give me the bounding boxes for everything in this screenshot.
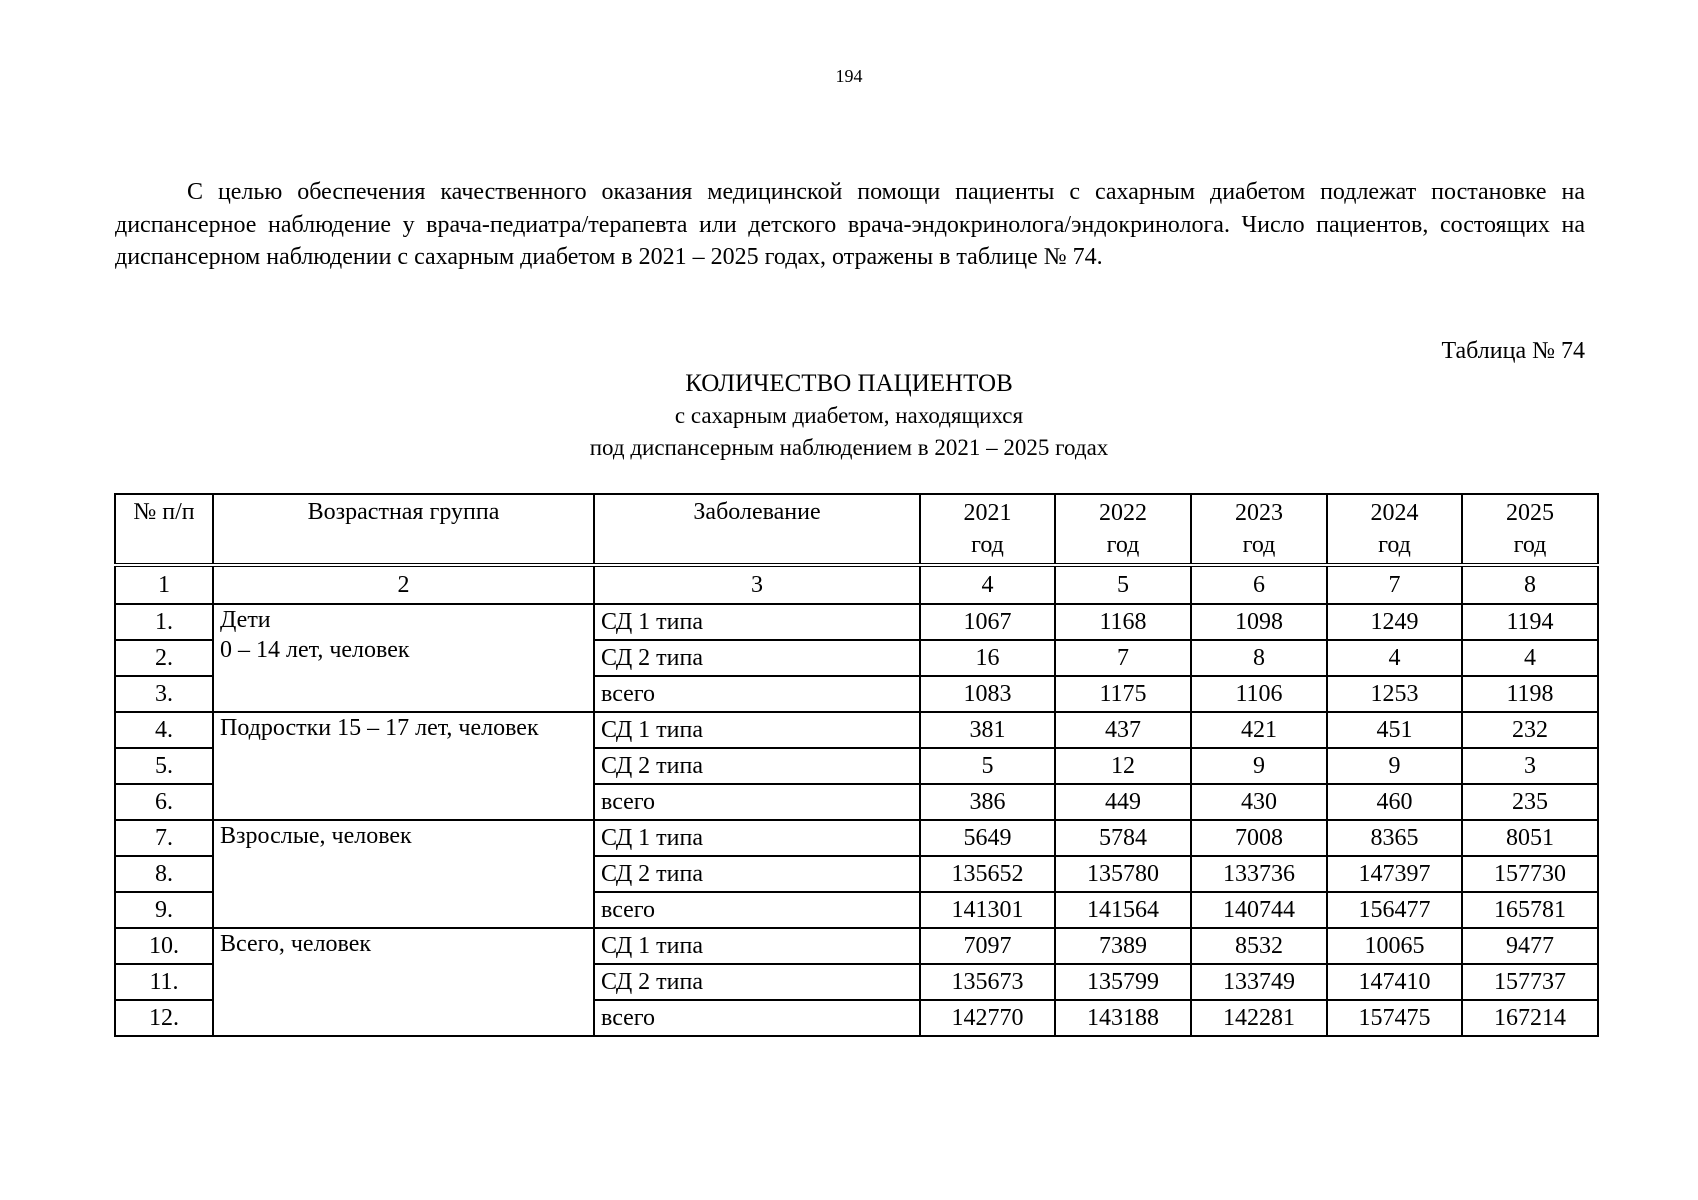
value-cell: 157730 xyxy=(1462,856,1598,892)
value-cell: 5649 xyxy=(920,820,1055,856)
year-label: 2021 xyxy=(963,500,1012,526)
column-index: 4 xyxy=(920,565,1055,604)
row-number: 10. xyxy=(115,928,213,964)
disease-cell: СД 1 типа xyxy=(594,712,920,748)
table-title-line-1: КОЛИЧЕСТВО ПАЦИЕНТОВ xyxy=(685,370,1013,397)
header-year-2021 xyxy=(920,494,1055,565)
value-cell: 7008 xyxy=(1191,820,1327,856)
intro-paragraph: С целью обеспечения качественного оказания медицинской помощи пациенты с сахарным диабетом подлежат постановке на диспансерное наблюдение у врача-педиатра/терапевта или детского врача-эндокринолога/эндокринолога. Число пациентов, состоящих на диспансерном наблюдении с сахарным диабетом в 2021 – 2025 годах, отражены в таблице № 74. xyxy=(115,179,1585,270)
value-cell: 5784 xyxy=(1055,820,1191,856)
value-cell: 142770 xyxy=(920,1000,1055,1036)
row-number: 8. xyxy=(115,856,213,892)
value-cell: 4 xyxy=(1327,640,1462,676)
year-label: 2025 xyxy=(1506,500,1554,526)
age-group-cell: Всего, человек xyxy=(213,928,594,1036)
column-index: 8 xyxy=(1462,565,1598,604)
year-unit: год xyxy=(1106,532,1140,558)
page-number: 194 xyxy=(835,66,863,86)
year-unit: год xyxy=(1378,532,1411,558)
year-unit: год xyxy=(971,532,1004,558)
value-cell: 4 xyxy=(1462,640,1598,676)
table-row xyxy=(115,928,1598,964)
column-index: 2 xyxy=(213,565,594,604)
row-number: 11. xyxy=(115,964,213,1000)
value-cell: 430 xyxy=(1191,784,1327,820)
value-cell: 1175 xyxy=(1055,676,1191,712)
value-cell: 5 xyxy=(920,748,1055,784)
table-title xyxy=(0,368,1698,464)
value-cell: 1083 xyxy=(920,676,1055,712)
header-group: Возрастная группа xyxy=(213,494,594,565)
value-cell: 9 xyxy=(1327,748,1462,784)
column-index: 7 xyxy=(1327,565,1462,604)
value-cell: 143188 xyxy=(1055,1000,1191,1036)
column-index: 1 xyxy=(115,565,213,604)
year-unit: год xyxy=(1513,532,1547,558)
value-cell: 133749 xyxy=(1191,964,1327,1000)
value-cell: 147410 xyxy=(1327,964,1462,1000)
value-cell: 449 xyxy=(1055,784,1191,820)
age-group-cell: Дети 0 – 14 лет, человек xyxy=(213,604,594,712)
disease-cell: всего xyxy=(594,784,920,820)
value-cell: 232 xyxy=(1462,712,1598,748)
disease-cell: СД 2 типа xyxy=(594,856,920,892)
table-row xyxy=(115,604,1598,640)
table-row xyxy=(115,712,1598,748)
value-cell: 167214 xyxy=(1462,1000,1598,1036)
value-cell: 381 xyxy=(920,712,1055,748)
disease-cell: всего xyxy=(594,892,920,928)
row-number: 3. xyxy=(115,676,213,712)
value-cell: 7389 xyxy=(1055,928,1191,964)
value-cell: 133736 xyxy=(1191,856,1327,892)
value-cell: 8365 xyxy=(1327,820,1462,856)
table-title-line-2: с сахарным диабетом, находящихся xyxy=(674,403,1024,428)
value-cell: 135780 xyxy=(1055,856,1191,892)
value-cell: 10065 xyxy=(1327,928,1462,964)
row-number: 2. xyxy=(115,640,213,676)
value-cell: 147397 xyxy=(1327,856,1462,892)
value-cell: 157475 xyxy=(1327,1000,1462,1036)
header-year-2025 xyxy=(1462,494,1598,565)
table-title-line-3: под диспансерным наблюдением в 2021 – 2025 годах xyxy=(589,435,1109,460)
value-cell: 135673 xyxy=(920,964,1055,1000)
value-cell: 142281 xyxy=(1191,1000,1327,1036)
year-unit: год xyxy=(1242,532,1276,558)
value-cell: 8 xyxy=(1191,640,1327,676)
year-label: 2022 xyxy=(1099,500,1147,526)
value-cell: 3 xyxy=(1462,748,1598,784)
value-cell: 9477 xyxy=(1462,928,1598,964)
header-year-2024 xyxy=(1327,494,1462,565)
year-label: 2024 xyxy=(1370,500,1419,526)
age-group-cell: Подростки 15 – 17 лет, человек xyxy=(213,712,594,820)
value-cell: 1249 xyxy=(1327,604,1462,640)
value-cell: 1106 xyxy=(1191,676,1327,712)
value-cell: 157737 xyxy=(1462,964,1598,1000)
value-cell: 9 xyxy=(1191,748,1327,784)
value-cell: 1098 xyxy=(1191,604,1327,640)
disease-cell: СД 1 типа xyxy=(594,820,920,856)
value-cell: 386 xyxy=(920,784,1055,820)
value-cell: 460 xyxy=(1327,784,1462,820)
disease-cell: СД 2 типа xyxy=(594,640,920,676)
header-year-2023 xyxy=(1191,494,1327,565)
value-cell: 1168 xyxy=(1055,604,1191,640)
table-row xyxy=(115,820,1598,856)
column-index: 3 xyxy=(594,565,920,604)
value-cell: 235 xyxy=(1462,784,1598,820)
row-number: 4. xyxy=(115,712,213,748)
value-cell: 1253 xyxy=(1327,676,1462,712)
value-cell: 1194 xyxy=(1462,604,1598,640)
value-cell: 8051 xyxy=(1462,820,1598,856)
row-number: 9. xyxy=(115,892,213,928)
table-body xyxy=(115,604,1598,1036)
value-cell: 135799 xyxy=(1055,964,1191,1000)
column-index-row xyxy=(115,565,1598,604)
disease-cell: СД 1 типа xyxy=(594,928,920,964)
value-cell: 1067 xyxy=(920,604,1055,640)
value-cell: 8532 xyxy=(1191,928,1327,964)
column-index: 5 xyxy=(1055,565,1191,604)
row-number: 1. xyxy=(115,604,213,640)
disease-cell: всего xyxy=(594,1000,920,1036)
value-cell: 451 xyxy=(1327,712,1462,748)
value-cell: 165781 xyxy=(1462,892,1598,928)
value-cell: 141564 xyxy=(1055,892,1191,928)
year-label: 2023 xyxy=(1235,500,1283,526)
row-number: 7. xyxy=(115,820,213,856)
age-group-cell: Взрослые, человек xyxy=(213,820,594,928)
row-number: 6. xyxy=(115,784,213,820)
header-disease: Заболевание xyxy=(594,494,920,565)
value-cell: 421 xyxy=(1191,712,1327,748)
value-cell: 135652 xyxy=(920,856,1055,892)
disease-cell: всего xyxy=(594,676,920,712)
header-row xyxy=(115,494,1598,565)
value-cell: 7097 xyxy=(920,928,1055,964)
value-cell: 156477 xyxy=(1327,892,1462,928)
value-cell: 437 xyxy=(1055,712,1191,748)
value-cell: 141301 xyxy=(920,892,1055,928)
value-cell: 16 xyxy=(920,640,1055,676)
header-year-2022 xyxy=(1055,494,1191,565)
disease-cell: СД 1 типа xyxy=(594,604,920,640)
row-number: 12. xyxy=(115,1000,213,1036)
disease-cell: СД 2 типа xyxy=(594,748,920,784)
value-cell: 7 xyxy=(1055,640,1191,676)
disease-cell: СД 2 типа xyxy=(594,964,920,1000)
table-number: Таблица № 74 xyxy=(1441,338,1585,364)
row-number: 5. xyxy=(115,748,213,784)
value-cell: 12 xyxy=(1055,748,1191,784)
header-num: № п/п xyxy=(115,494,213,565)
value-cell: 140744 xyxy=(1191,892,1327,928)
column-index: 6 xyxy=(1191,565,1327,604)
value-cell: 1198 xyxy=(1462,676,1598,712)
patients-table xyxy=(114,493,1599,1037)
